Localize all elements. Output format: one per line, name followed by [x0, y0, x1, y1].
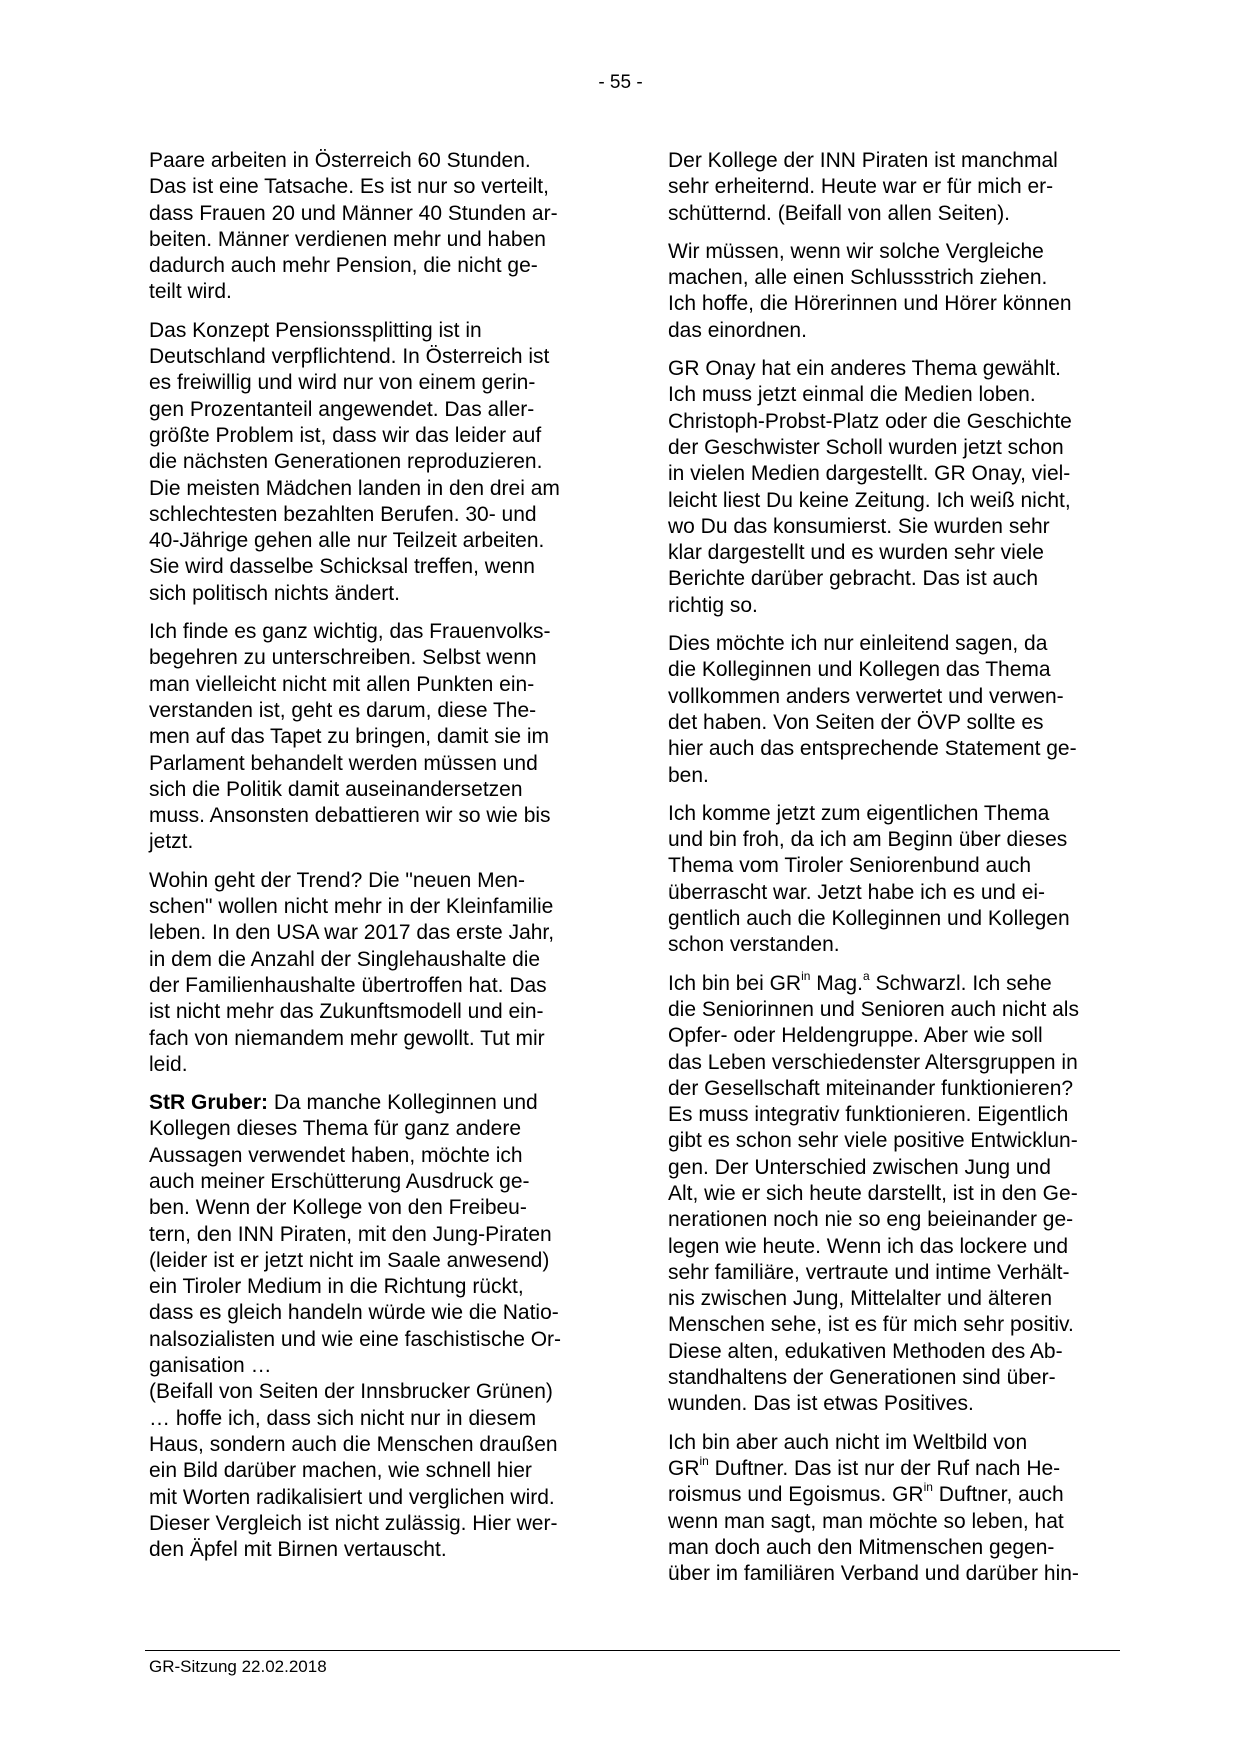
superscript: in: [801, 968, 811, 983]
text-line: in dem die Anzahl der Singlehaushalte die: [149, 947, 541, 971]
paragraph: [668, 148, 1113, 227]
text-line: es freiwillig und wird nur von einem gerin-: [149, 371, 536, 395]
paragraph: [149, 318, 594, 607]
text-line: [668, 1453, 1113, 1482]
text-line: Thema vom Tiroler Seniorenbund auch: [668, 854, 1032, 878]
text-line: Kollegen dieses Thema für ganz andere: [149, 1117, 522, 1141]
text-line: gibt es schon sehr viele positive Entwicklun-: [668, 1129, 1078, 1153]
paragraph: [149, 148, 594, 306]
text-line: Wir müssen, wenn wir solche Vergleiche: [668, 239, 1044, 263]
text-line: Sie wird dasselbe Schicksal treffen, wenn: [149, 555, 535, 579]
text-line: Christoph-Probst-Platz oder die Geschichte: [668, 409, 1072, 433]
text-line: Opfer- oder Heldengruppe. Aber wie soll: [668, 1024, 1043, 1048]
text-span: Duftner. Das ist nur der Ruf nach He-: [708, 1456, 1061, 1480]
text-line: leben. In den USA war 2017 das erste Jahr,: [149, 921, 555, 945]
text-line: überrascht war. Jetzt habe ich es und ei-: [668, 880, 1046, 904]
text-span: Mag.: [810, 971, 863, 995]
text-line: der Familienhaushalte übertroffen hat. Das: [149, 973, 547, 997]
text-line: über im familiären Verband und darüber hin-: [668, 1562, 1079, 1586]
text-line: den Äpfel mit Birnen vertauscht.: [149, 1538, 447, 1562]
text-line: dass es gleich handeln würde wie die Natio-: [149, 1301, 559, 1325]
paragraph: [668, 1430, 1113, 1588]
paragraph: [149, 868, 594, 1078]
paragraph-speaker: [149, 1090, 594, 1379]
text-line: klar dargestellt und es wurden sehr viele: [668, 541, 1044, 565]
text-line: das Leben verschiedenster Altersgruppen in: [668, 1050, 1078, 1074]
text-line: verstanden ist, geht es darum, diese The-: [149, 698, 537, 722]
text-line: hier auch das entsprechende Statement ge-: [668, 737, 1077, 761]
text-line: Dies möchte ich nur einleitend sagen, da: [668, 632, 1048, 656]
text-line: Aussagen verwendet haben, möchte ich: [149, 1143, 523, 1167]
text-line: Ich komme jetzt zum eigentlichen Thema: [668, 801, 1050, 825]
speaker-name: StR Gruber:: [149, 1091, 269, 1115]
text-line: leid.: [149, 1052, 188, 1076]
text-line: Ich finde es ganz wichtig, das Frauenvolks-: [149, 620, 551, 644]
text-line: wenn man sagt, man möchte so leben, hat: [668, 1509, 1064, 1533]
text-line: muss. Ansonsten debattieren wir so wie bis: [149, 804, 551, 828]
text-line: Ich hoffe, die Hörerinnen und Hörer können: [668, 292, 1072, 316]
text-line: [668, 1482, 1113, 1508]
text-line: GR Onay hat ein anderes Thema gewählt.: [668, 357, 1062, 381]
text-block: [668, 1509, 1113, 1588]
text-block: [149, 1116, 594, 1379]
text-line: (Beifall von Seiten der Innsbrucker Grünen): [149, 1380, 553, 1404]
text-line: größte Problem ist, dass wir das leider auf: [149, 423, 542, 447]
text-line: schlechtesten bezahlten Berufen. 30- und: [149, 502, 537, 526]
text-line: Berichte darüber gebracht. Das ist auch: [668, 567, 1039, 591]
text-line: man doch auch den Mitmenschen gegen-: [668, 1535, 1055, 1559]
text-line: Alt, wie er sich heute darstellt, ist in den Ge-: [668, 1181, 1078, 1205]
text-line: gen Prozentanteil angewendet. Das aller-: [149, 397, 535, 421]
superscript: in: [923, 1480, 933, 1495]
text-line: Es muss integrativ funktionieren. Eigentlich: [668, 1103, 1069, 1127]
text-line: Wohin geht der Trend? Die "neuen Men-: [149, 868, 525, 892]
text-line: Diese alten, edukativen Methoden des Ab-: [668, 1339, 1063, 1363]
text-line: jetzt.: [149, 830, 194, 854]
text-line: schen" wollen nicht mehr in der Kleinfamilie: [149, 895, 554, 919]
text-line: Ich muss jetzt einmal die Medien loben.: [668, 383, 1036, 407]
text-line: tern, den INN Piraten, mit den Jung-Piraten: [149, 1222, 552, 1246]
text-line: Dieser Vergleich ist nicht zulässig. Hier wer-: [149, 1511, 558, 1535]
text-line: wo Du das konsumierst. Sie wurden sehr: [668, 514, 1050, 538]
paragraph: [668, 356, 1113, 619]
text-span: Ich bin bei GR: [668, 971, 802, 995]
footer-text: GR-Sitzung 22.02.2018: [149, 1657, 327, 1676]
paragraph: [149, 1379, 594, 1563]
footer-divider: [145, 1650, 1120, 1651]
text-line: die Kolleginnen und Kollegen das Thema: [668, 658, 1051, 682]
text-line: nalsozialisten und wie eine faschistische Or-: [149, 1327, 562, 1351]
text-line: teilt wird.: [149, 280, 232, 304]
text-line: ist nicht mehr das Zukunftsmodell und ein-: [149, 1000, 544, 1024]
text-line: Der Kollege der INN Piraten ist manchmal: [668, 149, 1058, 172]
text-line: [149, 1090, 594, 1116]
text-line: Paare arbeiten in Österreich 60 Stunden.: [149, 149, 531, 172]
left-column: [149, 148, 594, 1575]
text-span: Duftner, auch: [932, 1483, 1064, 1507]
text-line: leicht liest Du keine Zeitung. Ich weiß nicht,: [668, 488, 1071, 512]
text-line: Die meisten Mädchen landen in den drei am: [149, 476, 560, 500]
text-line: machen, alle einen Schlussstrich ziehen.: [668, 266, 1048, 290]
text-line: wunden. Das ist etwas Positives.: [668, 1392, 974, 1416]
page-number: - 55 -: [598, 72, 643, 93]
text-line: sehr familiäre, vertraute und intime Verhält-: [668, 1260, 1070, 1284]
text-line: mit Worten radikalisiert und verglichen wird.: [149, 1485, 555, 1509]
text-line: gen. Der Unterschied zwischen Jung und: [668, 1155, 1051, 1179]
text-line: dadurch auch mehr Pension, die nicht ge-: [149, 254, 538, 278]
text-line: Das Konzept Pensionssplitting ist in: [149, 318, 482, 342]
text-block: [668, 997, 1113, 1418]
text-line: das einordnen.: [668, 318, 807, 342]
text-line: ein Bild darüber machen, wie schnell hier: [149, 1459, 532, 1483]
text-line: ben. Wenn der Kollege von den Freibeu-: [149, 1196, 527, 1220]
text-line: schon verstanden.: [668, 933, 840, 957]
text-line: fach von niemandem mehr gewollt. Tut mir: [149, 1026, 545, 1050]
text-line: richtig so.: [668, 593, 758, 617]
text-line: der Gesellschaft miteinander funktionieren?: [668, 1076, 1074, 1100]
text-line: beiten. Männer verdienen mehr und haben: [149, 227, 546, 251]
text-line: Parlament behandelt werden müssen und: [149, 751, 538, 775]
text-line: men auf das Tapet zu bringen, damit sie im: [149, 725, 549, 749]
text-line: man vielleicht nicht mit allen Punkten ein-: [149, 672, 535, 696]
text-line: nis zwischen Jung, Mittelalter und älteren: [668, 1287, 1053, 1311]
text-line: Das ist eine Tatsache. Es ist nur so verteilt,: [149, 175, 549, 199]
text-line: ganisation …: [149, 1354, 272, 1378]
text-line: standhaltens der Generationen sind über-: [668, 1366, 1056, 1390]
right-column: [668, 148, 1113, 1599]
superscript: a: [862, 968, 870, 983]
text-line: in vielen Medien dargestellt. GR Onay, viel-: [668, 462, 1071, 486]
paragraph: [668, 968, 1113, 1418]
paragraph: [668, 239, 1113, 344]
text-line: begehren zu unterschreiben. Selbst wenn: [149, 646, 537, 670]
text-line: Menschen sehe, ist es für mich sehr positiv.: [668, 1313, 1074, 1337]
text-line: sich politisch nichts ändert.: [149, 581, 400, 605]
text-span: roismus und Egoismus. GR: [668, 1483, 924, 1507]
text-line: dass Frauen 20 und Männer 40 Stunden ar-: [149, 201, 558, 225]
text-line: vollkommen anders verwertet und verwen-: [668, 684, 1064, 708]
text-span: GR: [668, 1456, 700, 1480]
text-line: nerationen noch nie so eng beieinander ge-: [668, 1208, 1074, 1232]
paragraph: [149, 619, 594, 856]
paragraph: [668, 631, 1113, 789]
text-line: die nächsten Generationen reproduzieren.: [149, 450, 543, 474]
text-line: und bin froh, da ich am Beginn über dieses: [668, 828, 1068, 852]
text-line: legen wie heute. Wenn ich das lockere und: [668, 1234, 1069, 1258]
text-line: ben.: [668, 763, 709, 787]
superscript: in: [699, 1453, 709, 1468]
text-line: die Seniorinnen und Senioren auch nicht als: [668, 997, 1079, 1021]
text-line: gentlich auch die Kolleginnen und Kollegen: [668, 907, 1070, 931]
text-line: … hoffe ich, dass sich nicht nur in diesem: [149, 1406, 537, 1430]
text-line: Deutschland verpflichtend. In Österreich ist: [149, 345, 550, 369]
text-span: Schwarzl. Ich sehe: [869, 971, 1052, 995]
text-line: sehr erheiternd. Heute war er für mich er-: [668, 175, 1054, 199]
text-line: Ich bin aber auch nicht im Weltbild von: [668, 1430, 1028, 1454]
text-line: ein Tiroler Medium in die Richtung rückt,: [149, 1275, 524, 1299]
text-line: 40-Jährige gehen alle nur Teilzeit arbeiten.: [149, 529, 545, 553]
text-line: sich die Politik damit auseinandersetzen: [149, 777, 523, 801]
text-line: [668, 968, 1113, 997]
text-line: (leider ist er jetzt nicht im Saale anwesend): [149, 1248, 550, 1272]
text-line: schütternd. (Beifall von allen Seiten).: [668, 201, 1011, 225]
text-line: det haben. Von Seiten der ÖVP sollte es: [668, 710, 1044, 734]
text-line: auch meiner Erschütterung Ausdruck ge-: [149, 1169, 530, 1193]
text-line: Haus, sondern auch die Menschen draußen: [149, 1432, 558, 1456]
text-line: der Geschwister Scholl wurden jetzt schon: [668, 435, 1064, 459]
paragraph: [668, 801, 1113, 959]
text-span: Da manche Kolleginnen und: [268, 1091, 538, 1115]
